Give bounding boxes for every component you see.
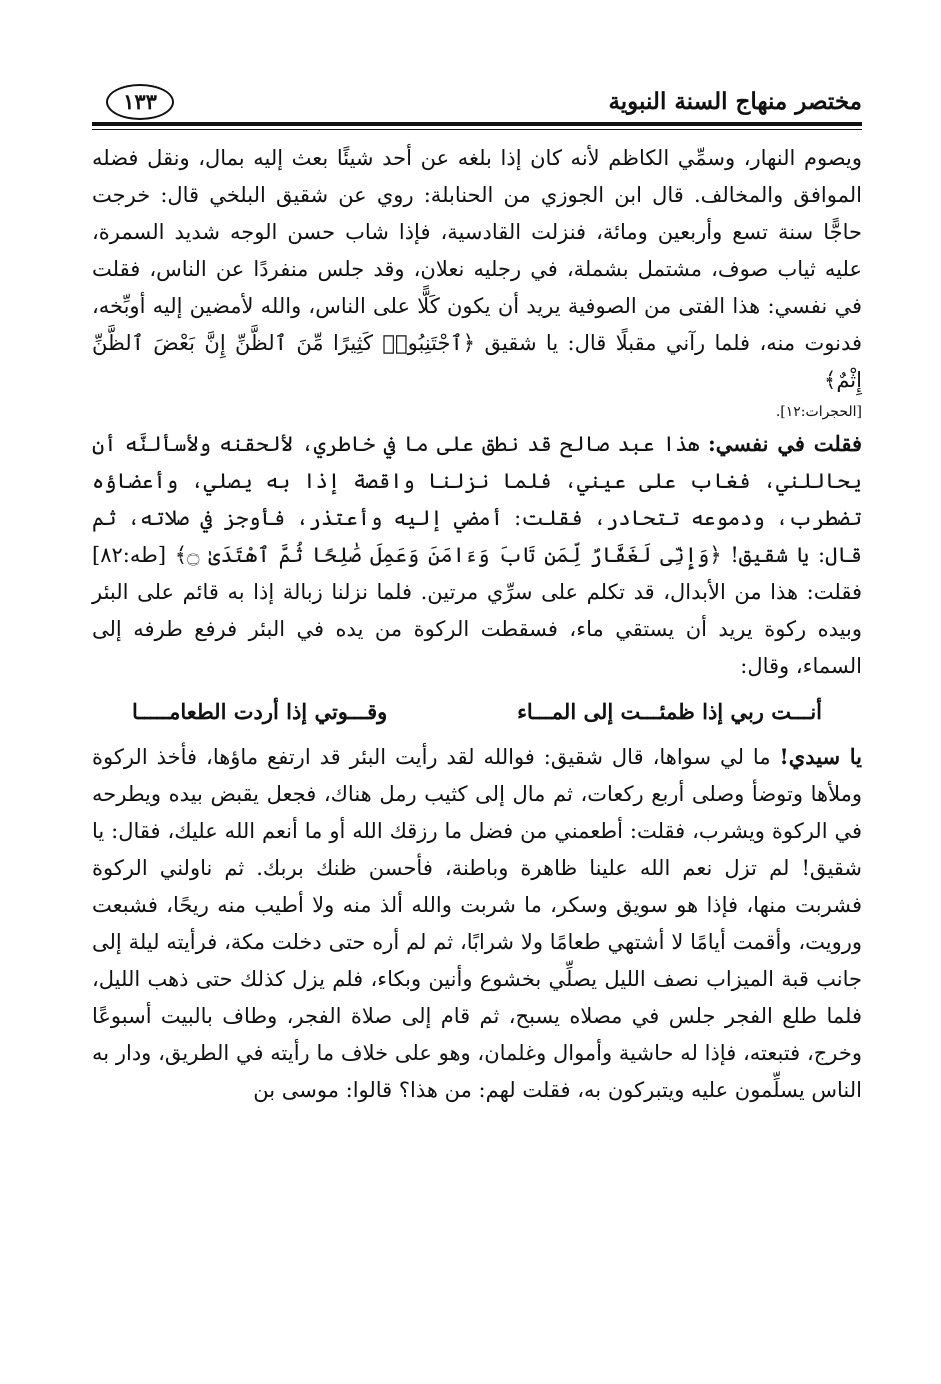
header-rule-thick [92, 122, 862, 126]
book-page [92, 82, 862, 1109]
paragraph-2 [92, 425, 862, 685]
paragraph-3-lead: يا سيدي! [779, 744, 862, 769]
paragraph-1 [92, 140, 862, 399]
verse-second-hemistich: وقـــوتي إذا أردت الطعامـــــا [132, 699, 388, 724]
header-rule-thin [92, 129, 862, 130]
body-text [92, 140, 862, 1109]
poetry-verse [92, 685, 862, 738]
verse-first-hemistich: أنـــت ربي إذا ظمئـــت إلى المـــاء [517, 699, 822, 724]
running-title: مختصر منهاج السنة النبوية [608, 88, 862, 115]
paragraph-2-text: هذا عبد صالح قد نطق على ما في خاطري، لألحقنه ولأسألنَّه أن يحاللني، فغاب على عيني، فلما نزلنا واقصة إذا به يصلي، وأعضاؤه تضطرب، ودموعه تتحادر، فقلت: أمضي إليه وأعتذر، فأوجز في صلاته، ثم قال: يا شقيق! ﴿وَإِنِّى لَغَفَّارٌ لِّمَن تَابَ وَءَامَنَ وَعَمِلَ صَٰلِحًا ثُمَّ ٱهْتَدَىٰ ۝﴾ [طه:٨٢] فقلت: هذا من الأبدال، قد تكلم على سرِّي مرتين. فلما نزلنا زبالة إذا به قائم على البئر وبيده ركوة يريد أن يستقي ماء، فسقطت الركوة من يده في البئر فرفع طرفه إلى السماء، وقال: [92, 432, 862, 678]
paragraph-2-lead: فقلت في نفسي: [707, 431, 863, 456]
quran-reference-hujurat: [الحجرات:١٢]. [775, 404, 862, 420]
page-number: ١٣٣ [106, 84, 174, 120]
paragraph-3-text: ما لي سواها، قال شقيق: فوالله لقد رأيت البئر قد ارتفع ماؤها، فأخذ الركوة وملأها وتوضأ وصلى أربع ركعات، ثم مال إلى كثيب رمل هناك، فجعل يقبض بيده ويطرحه في الركوة ويشرب، فقلت: أطعمني من فضل ما رزقك الله أو ما أنعم الله عليك، فقال: يا شقيق! لم تزل نعم الله علينا ظاهرة وباطنة، فأحسن ظنك بربك. ثم ناولني الركوة فشربت منها، فإذا هو سويق وسكر، ما شربت والله ألذ منه ولا أطيب منه ريحًا، فشبعت ورويت، وأقمت أيامًا لا أشتهي طعامًا ولا شرابًا، ثم لم أره حتى دخلت مكة، فرأيته ليلة إلى جانب قبة الميزاب نصف الليل يصلِّي بخشوع وأنين وبكاء، فلم يزل كذلك حتى ذهب الليل، فلما طلع الفجر جلس في مصلاه يسبح، ثم قام إلى صلاة الفجر، وطاف بالبيت أسبوعًا وخرج، فتبعته، فإذا له حاشية وأموال وغلمان، وهو على خلاف ما رأيته في الطريق، ودار به الناس يسلِّمون عليه ويتبركون به، فقلت لهم: من هذا؟ قالوا: موسى بن [92, 745, 862, 1102]
paragraph-3 [92, 738, 862, 1109]
paragraph-1-text: ويصوم النهار، وسمِّي الكاظم لأنه كان إذا بلغه عن أحد شيئًا بعث إليه بمال، ونقل فضله الموافق والمخالف. قال ابن الجوزي من الحنابلة: روي عن شقيق البلخي قال: خرجت حاجًّا سنة تسع وأربعين ومائة، فنزلت القادسية، فإذا شاب حسن الوجه شديد السمرة، عليه ثياب صوف، مشتمل بشملة، في رجليه نعلان، وقد جلس منفردًا عن الناس، فقلت في نفسي: هذا الفتى من الصوفية يريد أن يكون كَلًّا على الناس، والله لأمضين إليه أوبِّخه، فدنوت منه، فلما رآني مقبلًا قال: يا شقيق ﴿ٱجْتَنِبُوا۟ كَثِيرًا مِّنَ ٱلظَّنِّ إِنَّ بَعْضَ ٱلظَّنِّ إِثْمٌ﴾ [92, 146, 862, 392]
page-header [92, 82, 862, 126]
